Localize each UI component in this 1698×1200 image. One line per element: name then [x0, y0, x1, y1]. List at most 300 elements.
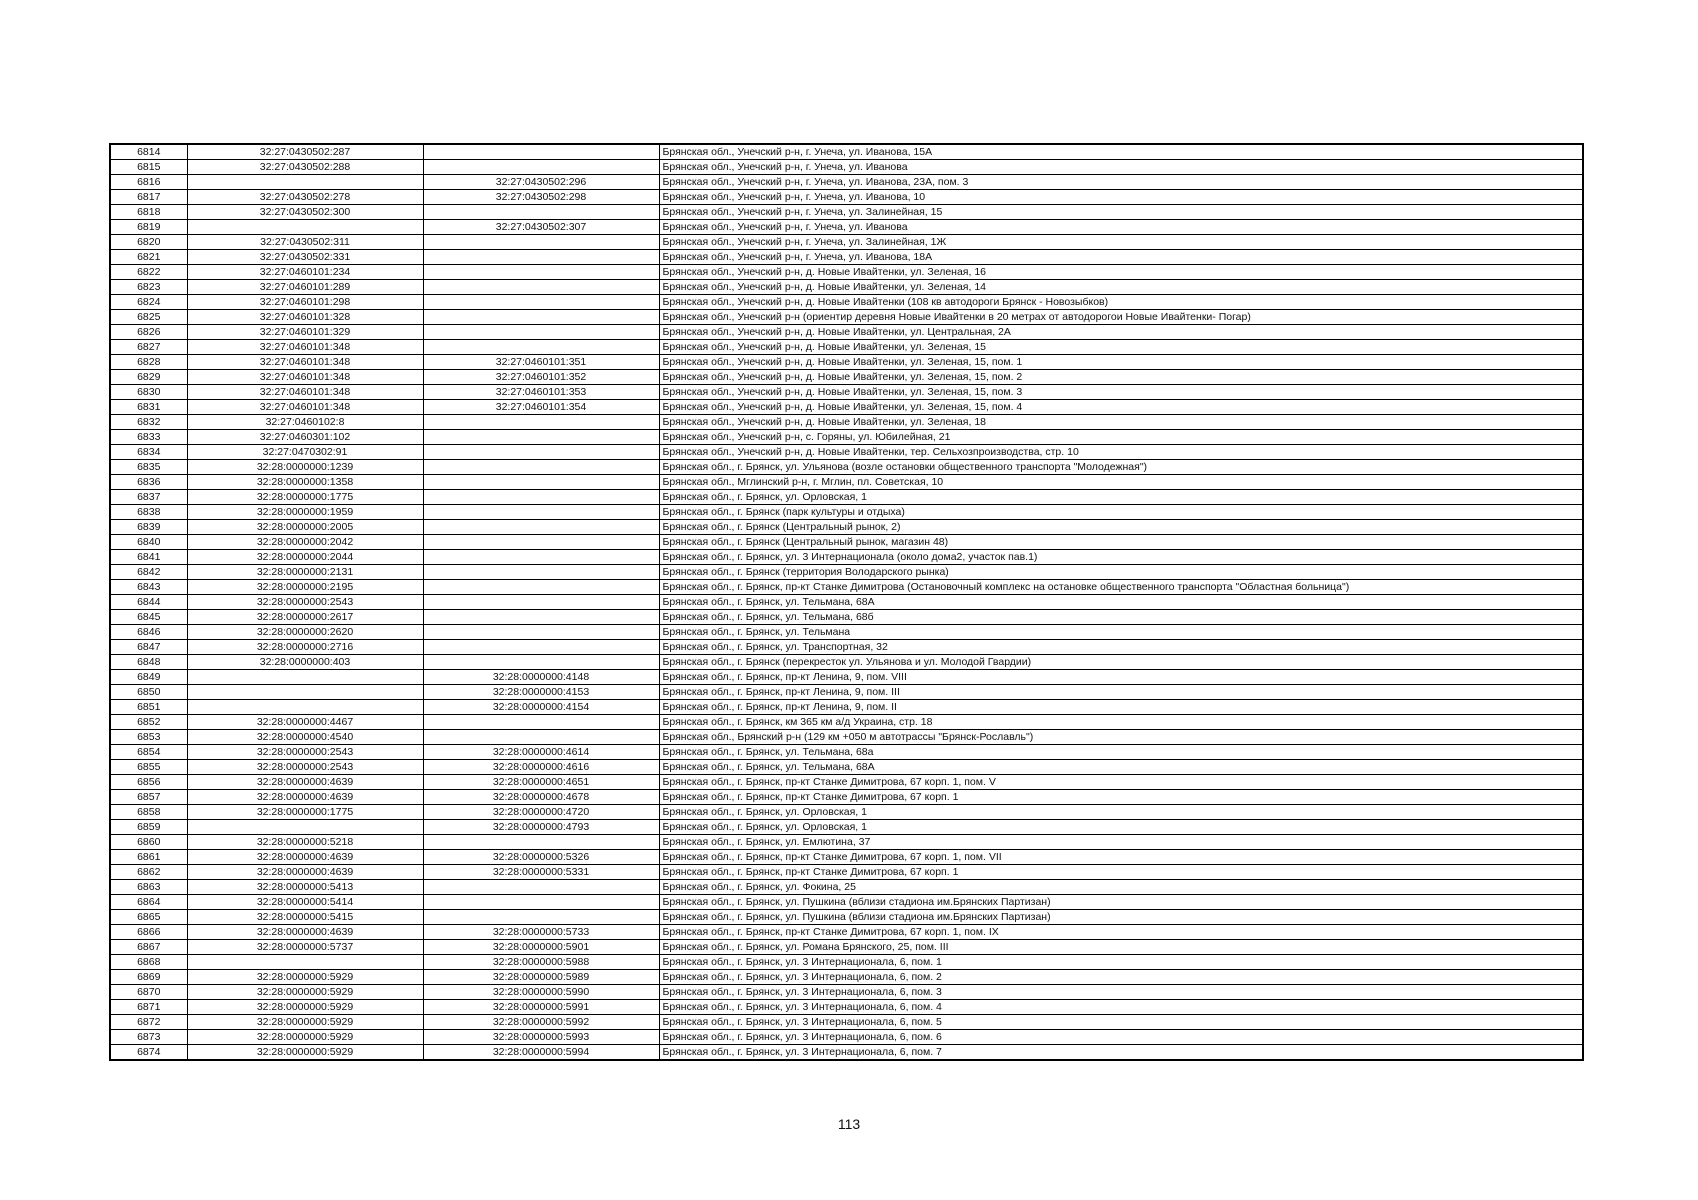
table-row: [110, 865, 1583, 880]
cadastral-number-cell: 32:28:0000000:2617: [187, 610, 423, 625]
premise-number-cell: [423, 460, 659, 475]
table-row: [110, 160, 1583, 175]
address-cell: Брянская обл., г. Брянск, пр-кт Станке Димитрова, 67 корп. 1, пом. IX: [659, 925, 1583, 940]
row-number-cell: 6866: [110, 925, 187, 940]
cadastral-number-cell: 32:28:0000000:4639: [187, 850, 423, 865]
premise-number-cell: [423, 280, 659, 295]
cadastral-number-cell: 32:28:0000000:2042: [187, 535, 423, 550]
cadastral-number-cell: [187, 670, 423, 685]
address-cell: Брянская обл., г. Брянск, ул. Тельмана, 68б: [659, 610, 1583, 625]
address-cell: Брянская обл., г. Брянск, ул. Орловская, 1: [659, 805, 1583, 820]
table-row: [110, 520, 1583, 535]
table-row: [110, 490, 1583, 505]
page-number: 113: [837, 1116, 861, 1132]
cadastral-number-cell: 32:28:0000000:2005: [187, 520, 423, 535]
table-row: [110, 805, 1583, 820]
row-number-cell: 6839: [110, 520, 187, 535]
address-cell: Брянская обл., г. Брянск, пр-кт Станке Димитрова, 67 корп. 1, пом. VII: [659, 850, 1583, 865]
cadastral-number-cell: 32:27:0470302:91: [187, 445, 423, 460]
premise-number-cell: 32:28:0000000:4614: [423, 745, 659, 760]
premise-number-cell: 32:28:0000000:4651: [423, 775, 659, 790]
table-row: [110, 640, 1583, 655]
cadastral-number-cell: [187, 820, 423, 835]
cadastral-number-cell: 32:27:0430502:331: [187, 250, 423, 265]
address-cell: Брянская обл., Унечский р-н, д. Новые Ивайтенки, ул. Центральная, 2А: [659, 325, 1583, 340]
table-row: [110, 325, 1583, 340]
table-row: [110, 880, 1583, 895]
cadastral-number-cell: [187, 700, 423, 715]
address-cell: Брянская обл., г. Брянск, ул. Емлютина, 37: [659, 835, 1583, 850]
premise-number-cell: [423, 310, 659, 325]
address-cell: Брянская обл., г. Брянск, пр-кт Ленина, 9, пом. III: [659, 685, 1583, 700]
premise-number-cell: [423, 640, 659, 655]
table-row: [110, 790, 1583, 805]
address-cell: Брянская обл., г. Брянск, пр-кт Станке Димитрова, 67 корп. 1, пом. V: [659, 775, 1583, 790]
table-row: [110, 265, 1583, 280]
premise-number-cell: 32:27:0460101:353: [423, 385, 659, 400]
row-number-cell: 6862: [110, 865, 187, 880]
cadastral-number-cell: 32:28:0000000:5929: [187, 1045, 423, 1061]
address-cell: Брянская обл., г. Брянск, ул. 3 Интернационала, 6, пом. 5: [659, 1015, 1583, 1030]
address-cell: Брянская обл., г. Брянск, ул. Тельмана: [659, 625, 1583, 640]
row-number-cell: 6827: [110, 340, 187, 355]
cadastral-number-cell: 32:28:0000000:5413: [187, 880, 423, 895]
table-row: [110, 715, 1583, 730]
registry-table-body: [110, 144, 1583, 1060]
row-number-cell: 6829: [110, 370, 187, 385]
table-row: [110, 625, 1583, 640]
table-row: [110, 565, 1583, 580]
row-number-cell: 6855: [110, 760, 187, 775]
cadastral-number-cell: 32:28:0000000:4639: [187, 775, 423, 790]
cadastral-number-cell: 32:28:0000000:2044: [187, 550, 423, 565]
row-number-cell: 6820: [110, 235, 187, 250]
cadastral-number-cell: 32:28:0000000:1775: [187, 805, 423, 820]
cadastral-number-cell: 32:28:0000000:4639: [187, 790, 423, 805]
cadastral-number-cell: 32:27:0430502:311: [187, 235, 423, 250]
premise-number-cell: 32:28:0000000:4153: [423, 685, 659, 700]
cadastral-number-cell: 32:28:0000000:4639: [187, 865, 423, 880]
row-number-cell: 6846: [110, 625, 187, 640]
row-number-cell: 6822: [110, 265, 187, 280]
address-cell: Брянская обл., г. Брянск, км 365 км а/д Украина, стр. 18: [659, 715, 1583, 730]
row-number-cell: 6821: [110, 250, 187, 265]
table-row: [110, 550, 1583, 565]
table-row: [110, 925, 1583, 940]
address-cell: Брянская обл., Унечский р-н, г. Унеча, ул. Иванова, 10: [659, 190, 1583, 205]
premise-number-cell: 32:28:0000000:5992: [423, 1015, 659, 1030]
premise-number-cell: [423, 880, 659, 895]
cadastral-number-cell: 32:27:0460101:348: [187, 385, 423, 400]
table-row: [110, 775, 1583, 790]
premise-number-cell: 32:28:0000000:4678: [423, 790, 659, 805]
row-number-cell: 6852: [110, 715, 187, 730]
premise-number-cell: 32:28:0000000:5990: [423, 985, 659, 1000]
table-row: [110, 1045, 1583, 1061]
row-number-cell: 6842: [110, 565, 187, 580]
address-cell: Брянская обл., г. Брянск, ул. Пушкина (вблизи стадиона им.Брянских Партизан): [659, 895, 1583, 910]
table-row: [110, 220, 1583, 235]
cadastral-number-cell: 32:27:0460301:102: [187, 430, 423, 445]
row-number-cell: 6856: [110, 775, 187, 790]
premise-number-cell: [423, 415, 659, 430]
address-cell: Брянская обл., г. Брянск, ул. Транспортная, 32: [659, 640, 1583, 655]
address-cell: Брянская обл., г. Брянск, ул. 3 Интернационала, 6, пом. 1: [659, 955, 1583, 970]
table-row: [110, 955, 1583, 970]
row-number-cell: 6872: [110, 1015, 187, 1030]
address-cell: Брянская обл., Унечский р-н, г. Унеча, ул. Иванова, 15А: [659, 144, 1583, 160]
premise-number-cell: [423, 730, 659, 745]
address-cell: Брянская обл., Унечский р-н, д. Новые Ивайтенки, ул. Зеленая, 14: [659, 280, 1583, 295]
premise-number-cell: [423, 625, 659, 640]
premise-number-cell: [423, 595, 659, 610]
table-row: [110, 250, 1583, 265]
row-number-cell: 6823: [110, 280, 187, 295]
row-number-cell: 6857: [110, 790, 187, 805]
row-number-cell: 6860: [110, 835, 187, 850]
cadastral-number-cell: 32:27:0460101:298: [187, 295, 423, 310]
premise-number-cell: [423, 490, 659, 505]
premise-number-cell: [423, 265, 659, 280]
premise-number-cell: [423, 895, 659, 910]
row-number-cell: 6819: [110, 220, 187, 235]
premise-number-cell: [423, 505, 659, 520]
row-number-cell: 6869: [110, 970, 187, 985]
cadastral-number-cell: 32:28:0000000:2195: [187, 580, 423, 595]
premise-number-cell: [423, 144, 659, 160]
address-cell: Брянская обл., г. Брянск, пр-кт Станке Димитрова, 67 корп. 1: [659, 865, 1583, 880]
address-cell: Брянская обл., г. Брянск, пр-кт Ленина, 9, пом. II: [659, 700, 1583, 715]
address-cell: Брянская обл., Унечский р-н, г. Унеча, ул. Иванова, 23А, пом. 3: [659, 175, 1583, 190]
row-number-cell: 6836: [110, 475, 187, 490]
cadastral-number-cell: 32:28:0000000:1358: [187, 475, 423, 490]
premise-number-cell: [423, 610, 659, 625]
table-row: [110, 280, 1583, 295]
address-cell: Брянская обл., г. Брянск, пр-кт Станке Димитрова (Остановочный комплекс на остановке общественного транспорта "Областная больница"): [659, 580, 1583, 595]
cadastral-number-cell: [187, 685, 423, 700]
cadastral-number-cell: [187, 955, 423, 970]
row-number-cell: 6863: [110, 880, 187, 895]
address-cell: Брянская обл., г. Брянск, пр-кт Ленина, 9, пом. VIII: [659, 670, 1583, 685]
premise-number-cell: [423, 715, 659, 730]
cadastral-number-cell: 32:28:0000000:5929: [187, 1030, 423, 1045]
row-number-cell: 6817: [110, 190, 187, 205]
premise-number-cell: [423, 835, 659, 850]
cadastral-number-cell: 32:28:0000000:5929: [187, 1015, 423, 1030]
row-number-cell: 6832: [110, 415, 187, 430]
cadastral-number-cell: 32:27:0460101:329: [187, 325, 423, 340]
table-row: [110, 895, 1583, 910]
table-row: [110, 445, 1583, 460]
premise-number-cell: [423, 160, 659, 175]
address-cell: Брянская обл., г. Брянск, ул. 3 Интернационала, 6, пом. 4: [659, 1000, 1583, 1015]
row-number-cell: 6826: [110, 325, 187, 340]
table-row: [110, 144, 1583, 160]
address-cell: Брянская обл., г. Брянск (территория Володарского рынка): [659, 565, 1583, 580]
premise-number-cell: 32:27:0460101:351: [423, 355, 659, 370]
cadastral-number-cell: 32:28:0000000:4540: [187, 730, 423, 745]
address-cell: Брянская обл., г. Брянск, ул. 3 Интернационала, 6, пом. 6: [659, 1030, 1583, 1045]
cadastral-number-cell: 32:28:0000000:403: [187, 655, 423, 670]
cadastral-number-cell: 32:27:0460101:348: [187, 340, 423, 355]
row-number-cell: 6867: [110, 940, 187, 955]
premise-number-cell: [423, 475, 659, 490]
address-cell: Брянская обл., г. Брянск (парк культуры и отдыха): [659, 505, 1583, 520]
table-row: [110, 595, 1583, 610]
address-cell: Брянская обл., г. Брянск (Центральный рынок, 2): [659, 520, 1583, 535]
cadastral-number-cell: 32:28:0000000:2543: [187, 760, 423, 775]
premise-number-cell: [423, 655, 659, 670]
row-number-cell: 6830: [110, 385, 187, 400]
address-cell: Брянская обл., Мглинский р-н, г. Мглин, пл. Советская, 10: [659, 475, 1583, 490]
cadastral-number-cell: 32:27:0460101:348: [187, 370, 423, 385]
cadastral-number-cell: 32:27:0430502:288: [187, 160, 423, 175]
row-number-cell: 6834: [110, 445, 187, 460]
row-number-cell: 6825: [110, 310, 187, 325]
address-cell: Брянская обл., г. Брянск, ул. Орловская, 1: [659, 490, 1583, 505]
table-row: [110, 820, 1583, 835]
address-cell: Брянская обл., г. Брянск, ул. 3 Интернационала, 6, пом. 7: [659, 1045, 1583, 1061]
address-cell: Брянская обл., Унечский р-н, д. Новые Ивайтенки, тер. Сельхозпроизводства, стр. 10: [659, 445, 1583, 460]
table-row: [110, 1030, 1583, 1045]
table-row: [110, 760, 1583, 775]
row-number-cell: 6843: [110, 580, 187, 595]
premise-number-cell: [423, 520, 659, 535]
address-cell: Брянская обл., г. Брянск, ул. Пушкина (вблизи стадиона им.Брянских Партизан): [659, 910, 1583, 925]
cadastral-number-cell: 32:28:0000000:5929: [187, 985, 423, 1000]
table-row: [110, 430, 1583, 445]
premise-number-cell: 32:27:0460101:352: [423, 370, 659, 385]
table-row: [110, 460, 1583, 475]
table-row: [110, 385, 1583, 400]
premise-number-cell: [423, 445, 659, 460]
registry-table: [109, 143, 1584, 1061]
table-row: [110, 610, 1583, 625]
table-row: [110, 910, 1583, 925]
cadastral-number-cell: 32:27:0460101:328: [187, 310, 423, 325]
premise-number-cell: 32:28:0000000:4793: [423, 820, 659, 835]
table-row: [110, 700, 1583, 715]
row-number-cell: 6853: [110, 730, 187, 745]
row-number-cell: 6874: [110, 1045, 187, 1061]
table-row: [110, 685, 1583, 700]
row-number-cell: 6849: [110, 670, 187, 685]
premise-number-cell: 32:28:0000000:4720: [423, 805, 659, 820]
cadastral-number-cell: 32:27:0460101:348: [187, 355, 423, 370]
table-row: [110, 655, 1583, 670]
cadastral-number-cell: 32:27:0460102:8: [187, 415, 423, 430]
address-cell: Брянская обл., Брянский р-н (129 км +050 м автотрассы "Брянск-Рославль"): [659, 730, 1583, 745]
table-row: [110, 475, 1583, 490]
cadastral-number-cell: 32:28:0000000:5737: [187, 940, 423, 955]
cadastral-number-cell: 32:28:0000000:5415: [187, 910, 423, 925]
premise-number-cell: [423, 535, 659, 550]
premise-number-cell: [423, 580, 659, 595]
address-cell: Брянская обл., Унечский р-н, д. Новые Ивайтенки (108 кв автодороги Брянск - Новозыбков): [659, 295, 1583, 310]
cadastral-number-cell: 32:28:0000000:2543: [187, 595, 423, 610]
row-number-cell: 6873: [110, 1030, 187, 1045]
address-cell: Брянская обл., Унечский р-н (ориентир деревня Новые Ивайтенки в 20 метрах от автодорогои Новые Ивайтенки- Погар): [659, 310, 1583, 325]
premise-number-cell: 32:28:0000000:5991: [423, 1000, 659, 1015]
premise-number-cell: 32:28:0000000:5993: [423, 1030, 659, 1045]
table-row: [110, 835, 1583, 850]
address-cell: Брянская обл., Унечский р-н, д. Новые Ивайтенки, ул. Зеленая, 15, пом. 2: [659, 370, 1583, 385]
address-cell: Брянская обл., г. Брянск, ул. Фокина, 25: [659, 880, 1583, 895]
cadastral-number-cell: 32:28:0000000:5929: [187, 970, 423, 985]
cadastral-number-cell: 32:28:0000000:2131: [187, 565, 423, 580]
address-cell: Брянская обл., Унечский р-н, д. Новые Ивайтенки, ул. Зеленая, 15, пом. 4: [659, 400, 1583, 415]
premise-number-cell: 32:28:0000000:5326: [423, 850, 659, 865]
row-number-cell: 6828: [110, 355, 187, 370]
row-number-cell: 6847: [110, 640, 187, 655]
row-number-cell: 6841: [110, 550, 187, 565]
row-number-cell: 6814: [110, 144, 187, 160]
cadastral-number-cell: 32:27:0430502:278: [187, 190, 423, 205]
table-row: [110, 1015, 1583, 1030]
table-row: [110, 340, 1583, 355]
row-number-cell: 6838: [110, 505, 187, 520]
table-row: [110, 190, 1583, 205]
address-cell: Брянская обл., г. Брянск (Центральный рынок, магазин 48): [659, 535, 1583, 550]
premise-number-cell: 32:28:0000000:4616: [423, 760, 659, 775]
address-cell: Брянская обл., г. Брянск, ул. Ульянова (возле остановки общественного транспорта "Молодежная"): [659, 460, 1583, 475]
address-cell: Брянская обл., Унечский р-н, г. Унеча, ул. Иванова, 18А: [659, 250, 1583, 265]
premise-number-cell: 32:27:0430502:307: [423, 220, 659, 235]
cadastral-number-cell: 32:28:0000000:4639: [187, 925, 423, 940]
premise-number-cell: 32:28:0000000:4148: [423, 670, 659, 685]
address-cell: Брянская обл., Унечский р-н, д. Новые Ивайтенки, ул. Зеленая, 16: [659, 265, 1583, 280]
row-number-cell: 6854: [110, 745, 187, 760]
cadastral-number-cell: [187, 175, 423, 190]
premise-number-cell: 32:27:0430502:298: [423, 190, 659, 205]
table-row: [110, 535, 1583, 550]
premise-number-cell: [423, 205, 659, 220]
cadastral-number-cell: 32:27:0460101:234: [187, 265, 423, 280]
premise-number-cell: 32:27:0430502:296: [423, 175, 659, 190]
row-number-cell: 6848: [110, 655, 187, 670]
table-row: [110, 730, 1583, 745]
table-row: [110, 295, 1583, 310]
premise-number-cell: [423, 550, 659, 565]
address-cell: Брянская обл., г. Брянск (перекресток ул. Ульянова и ул. Молодой Гвардии): [659, 655, 1583, 670]
table-row: [110, 1000, 1583, 1015]
table-row: [110, 745, 1583, 760]
address-cell: Брянская обл., г. Брянск, пр-кт Станке Димитрова, 67 корп. 1: [659, 790, 1583, 805]
row-number-cell: 6831: [110, 400, 187, 415]
cadastral-number-cell: 32:28:0000000:1959: [187, 505, 423, 520]
premise-number-cell: [423, 340, 659, 355]
premise-number-cell: [423, 325, 659, 340]
cadastral-number-cell: 32:27:0460101:289: [187, 280, 423, 295]
cadastral-number-cell: 32:28:0000000:4467: [187, 715, 423, 730]
cadastral-number-cell: 32:28:0000000:1775: [187, 490, 423, 505]
table-row: [110, 235, 1583, 250]
row-number-cell: 6816: [110, 175, 187, 190]
row-number-cell: 6861: [110, 850, 187, 865]
premise-number-cell: [423, 565, 659, 580]
row-number-cell: 6837: [110, 490, 187, 505]
cadastral-number-cell: 32:28:0000000:2716: [187, 640, 423, 655]
cadastral-number-cell: 32:28:0000000:1239: [187, 460, 423, 475]
premise-number-cell: 32:28:0000000:5994: [423, 1045, 659, 1061]
address-cell: Брянская обл., г. Брянск, ул. 3 Интернационала, 6, пом. 2: [659, 970, 1583, 985]
cadastral-number-cell: 32:28:0000000:5218: [187, 835, 423, 850]
premise-number-cell: 32:28:0000000:5989: [423, 970, 659, 985]
table-row: [110, 355, 1583, 370]
table-row: [110, 970, 1583, 985]
premise-number-cell: 32:28:0000000:4154: [423, 700, 659, 715]
row-number-cell: 6844: [110, 595, 187, 610]
premise-number-cell: [423, 250, 659, 265]
address-cell: Брянская обл., г. Брянск, ул. 3 Интернационала, 6, пом. 3: [659, 985, 1583, 1000]
address-cell: Брянская обл., г. Брянск, ул. Тельмана, 68А: [659, 595, 1583, 610]
table-row: [110, 670, 1583, 685]
table-row: [110, 400, 1583, 415]
row-number-cell: 6859: [110, 820, 187, 835]
address-cell: Брянская обл., г. Брянск, ул. Романа Брянского, 25, пом. III: [659, 940, 1583, 955]
cadastral-number-cell: 32:27:0430502:287: [187, 144, 423, 160]
premise-number-cell: 32:28:0000000:5331: [423, 865, 659, 880]
address-cell: Брянская обл., Унечский р-н, д. Новые Ивайтенки, ул. Зеленая, 15, пом. 1: [659, 355, 1583, 370]
address-cell: Брянская обл., г. Брянск, ул. 3 Интернационала (около дома2, участок пав.1): [659, 550, 1583, 565]
row-number-cell: 6865: [110, 910, 187, 925]
row-number-cell: 6815: [110, 160, 187, 175]
row-number-cell: 6824: [110, 295, 187, 310]
table-row: [110, 175, 1583, 190]
row-number-cell: 6835: [110, 460, 187, 475]
row-number-cell: 6871: [110, 1000, 187, 1015]
row-number-cell: 6870: [110, 985, 187, 1000]
address-cell: Брянская обл., г. Брянск, ул. Орловская, 1: [659, 820, 1583, 835]
table-row: [110, 580, 1583, 595]
cadastral-number-cell: 32:28:0000000:5414: [187, 895, 423, 910]
address-cell: Брянская обл., Унечский р-н, д. Новые Ивайтенки, ул. Зеленая, 15: [659, 340, 1583, 355]
table-row: [110, 985, 1583, 1000]
cadastral-number-cell: 32:27:0460101:348: [187, 400, 423, 415]
table-row: [110, 505, 1583, 520]
address-cell: Брянская обл., Унечский р-н, г. Унеча, ул. Иванова: [659, 220, 1583, 235]
cadastral-number-cell: 32:27:0430502:300: [187, 205, 423, 220]
table-row: [110, 370, 1583, 385]
row-number-cell: 6868: [110, 955, 187, 970]
row-number-cell: 6858: [110, 805, 187, 820]
premise-number-cell: 32:28:0000000:5901: [423, 940, 659, 955]
row-number-cell: 6864: [110, 895, 187, 910]
row-number-cell: 6850: [110, 685, 187, 700]
cadastral-number-cell: 32:28:0000000:5929: [187, 1000, 423, 1015]
row-number-cell: 6845: [110, 610, 187, 625]
cadastral-number-cell: 32:28:0000000:2543: [187, 745, 423, 760]
table-row: [110, 850, 1583, 865]
address-cell: Брянская обл., Унечский р-н, г. Унеча, ул. Залинейная, 1Ж: [659, 235, 1583, 250]
table-row: [110, 310, 1583, 325]
premise-number-cell: 32:27:0460101:354: [423, 400, 659, 415]
premise-number-cell: [423, 430, 659, 445]
address-cell: Брянская обл., г. Брянск, ул. Тельмана, 68А: [659, 760, 1583, 775]
premise-number-cell: 32:28:0000000:5733: [423, 925, 659, 940]
address-cell: Брянская обл., Унечский р-н, г. Унеча, ул. Залинейная, 15: [659, 205, 1583, 220]
address-cell: Брянская обл., Унечский р-н, г. Унеча, ул. Иванова: [659, 160, 1583, 175]
table-row: [110, 415, 1583, 430]
row-number-cell: 6833: [110, 430, 187, 445]
table-row: [110, 940, 1583, 955]
premise-number-cell: [423, 235, 659, 250]
premise-number-cell: [423, 910, 659, 925]
table-row: [110, 205, 1583, 220]
address-cell: Брянская обл., Унечский р-н, с. Горяны, ул. Юбилейная, 21: [659, 430, 1583, 445]
premise-number-cell: 32:28:0000000:5988: [423, 955, 659, 970]
address-cell: Брянская обл., Унечский р-н, д. Новые Ивайтенки, ул. Зеленая, 18: [659, 415, 1583, 430]
